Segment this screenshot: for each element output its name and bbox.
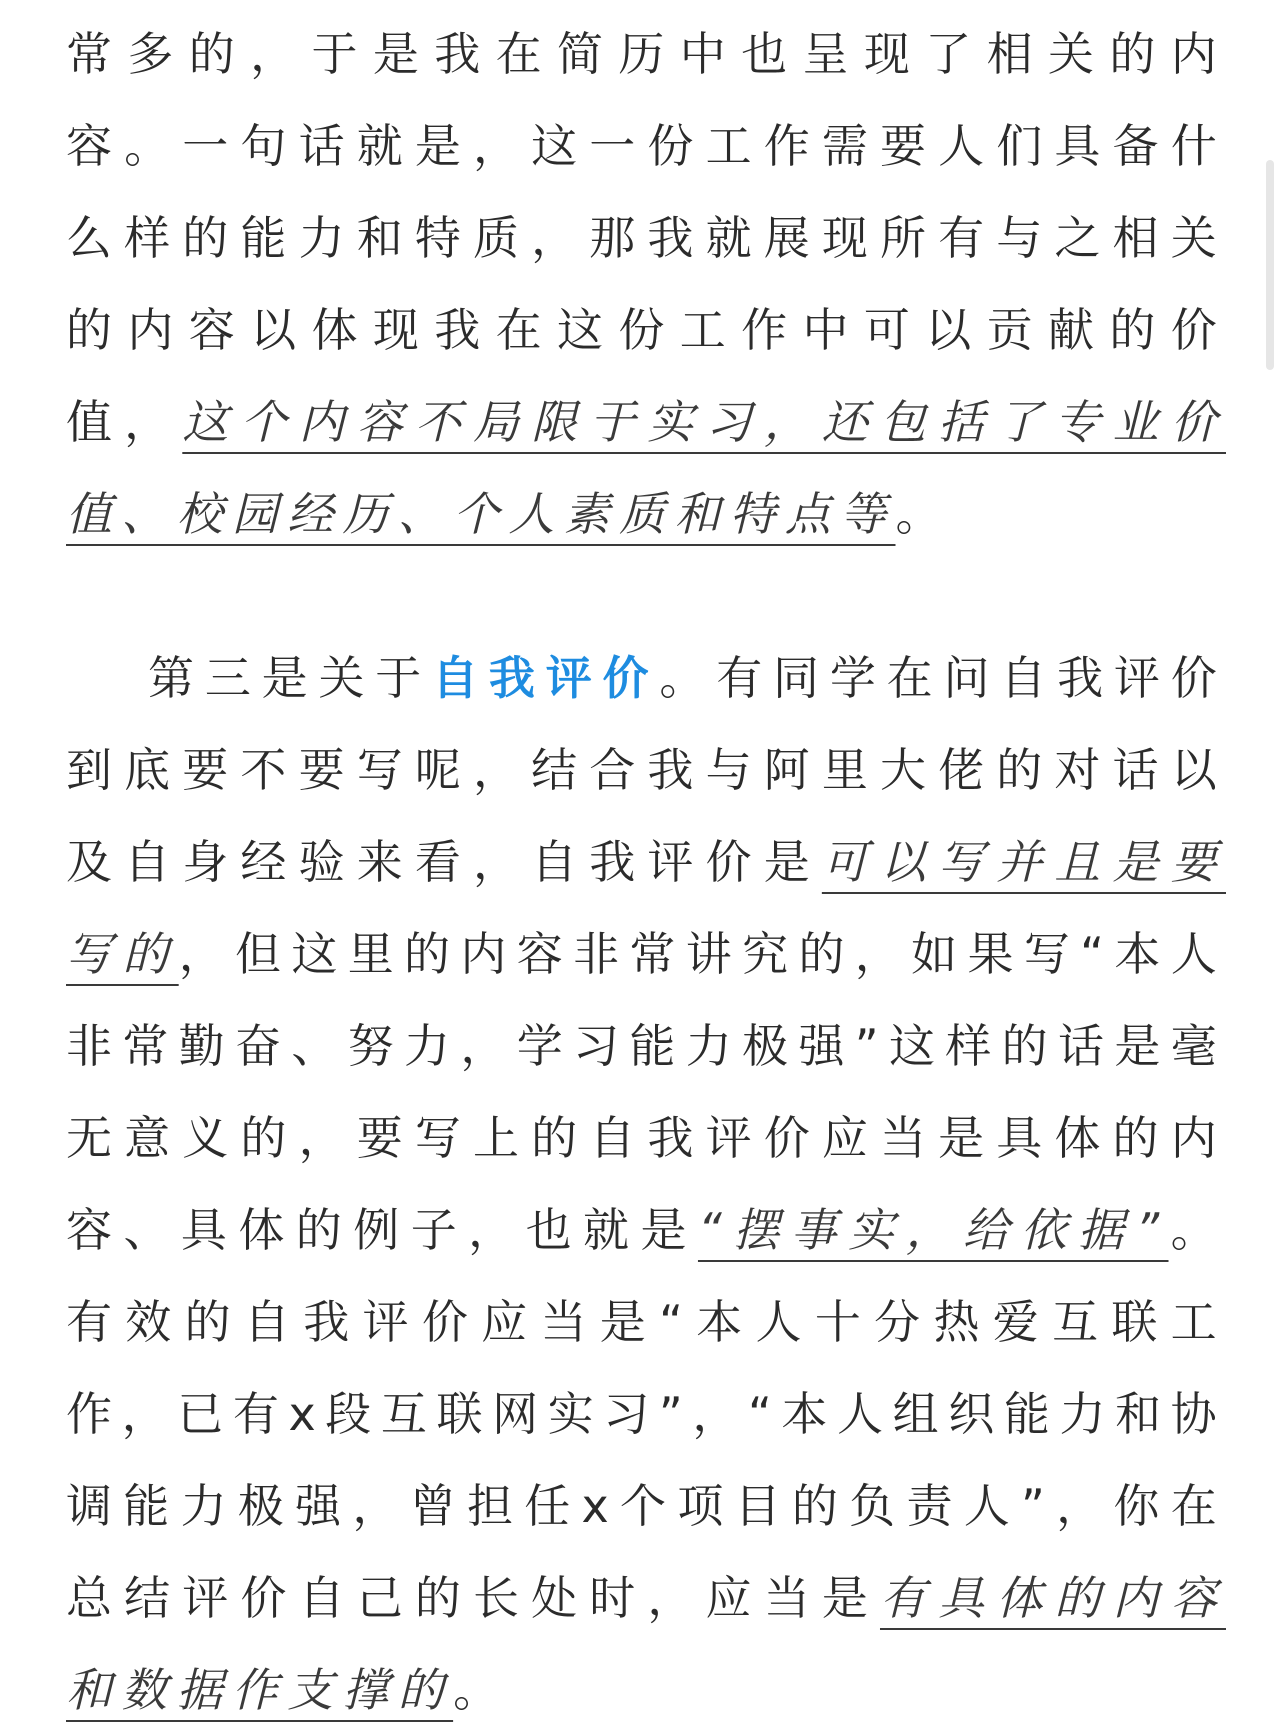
paragraph-2-text-2: 。有同学在问自我评价到底要不要写呢，结合我与阿里大佬的对话以及自身经验来看，自我评价是 <box>66 651 1227 889</box>
article-body <box>66 8 1226 1736</box>
paragraph-1-text-1: 常多的，于是我在简历中也呈现了相关的内容。一句话就是，这一份工作需要人们具备什么样的能力和特质，那我就展现所有与之相关的内容以体现我在这份工作中可以贡献的价值， <box>66 27 1226 449</box>
scrollbar-thumb[interactable] <box>1266 160 1274 370</box>
paragraph-2-underlined-2: “摆事实，给依据” <box>697 1203 1169 1257</box>
paragraph-2-text-3: ，但这里的内容非常讲究的，如果写“本人非常勤奋、努力，学习能力极强”这样的话是毫无意义的，要写上的自我评价应当是具体的内容、具体的例子，也就是 <box>66 927 1226 1257</box>
paragraph-1-underlined-1: 这个内容不局限于实习，还包括了专业价值、校园经历、个人素质和特点等 <box>66 395 1226 541</box>
paragraph-2-underlined-3: 有具体的内容和数据作支撑的 <box>66 1571 1226 1717</box>
keyword-self-evaluation: 自我评价 <box>432 651 660 705</box>
paragraph-2-underlined-1: 可以写并且是要写的 <box>66 835 1226 981</box>
paragraph-1 <box>66 8 1226 560</box>
paragraph-2-text-5: 。 <box>453 1663 509 1717</box>
paragraph-2-text-4: 。有效的自我评价应当是“本人十分热爱互联工作，已有x段互联网实习”，“本人组织能力和协调能力极强，曾担任x个项目的负责人”，你在总结评价自己的长处时，应当是 <box>66 1203 1226 1625</box>
paragraph-2-text-1: 第三是关于 <box>148 651 433 705</box>
paragraph-1-text-2: 。 <box>895 487 951 541</box>
paragraph-2 <box>66 632 1226 1736</box>
